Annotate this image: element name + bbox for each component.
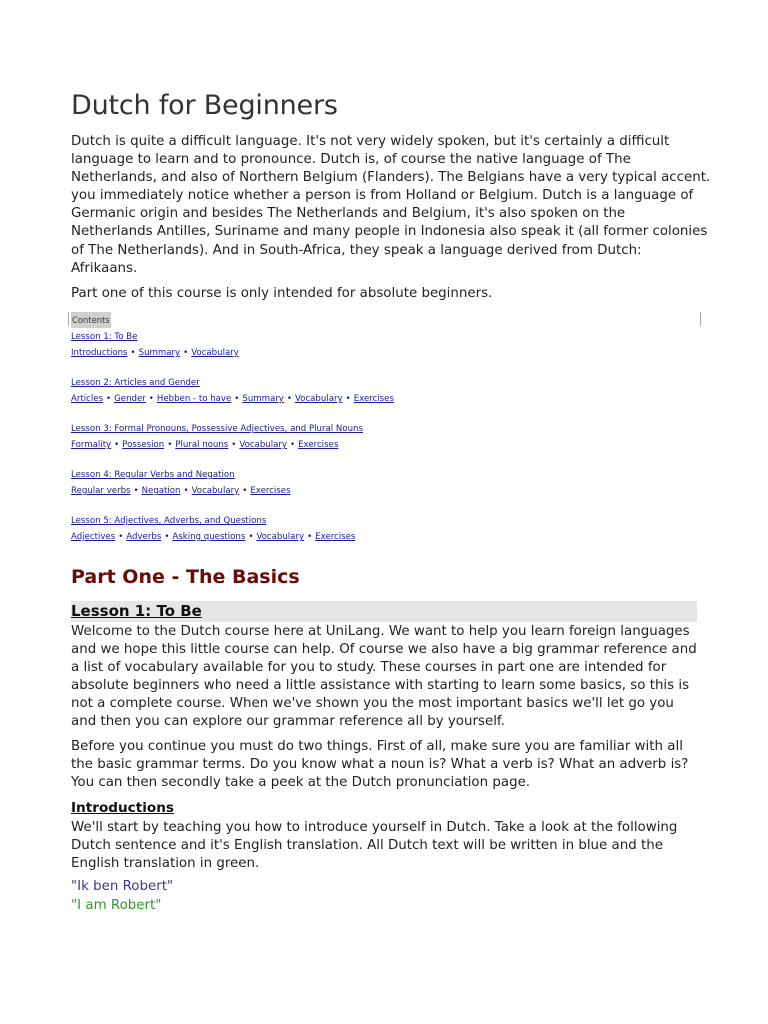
toc-section-link[interactable]: Vocabulary <box>294 394 343 404</box>
toc-separator: • <box>290 440 296 450</box>
toc-left-rule <box>68 312 69 326</box>
toc-separator: • <box>248 532 254 542</box>
toc-section-link[interactable]: Summary <box>138 348 181 358</box>
lesson-heading: Lesson 1: To Be <box>71 602 202 620</box>
welcome-paragraph: Welcome to the Dutch course here at UniLang. We want to help you learn foreign languages and we hope this little course can help. Of course we also have a big grammar reference and a list of vocabulary available for you to study. These courses in part one are intended for absolute beginners who need a little assistance with starting to learn some basics, so this is not a complete course. When we've shown you the most important basics we'll let go you and then you can explore our grammar reference all by yourself. <box>71 624 697 730</box>
scope-paragraph: Part one of this course is only intended for absolute beginners. <box>71 286 493 301</box>
page-title: Dutch for Beginners <box>71 90 338 121</box>
toc-section-link[interactable]: Vocabulary <box>256 532 305 542</box>
toc-lesson-link[interactable]: Lesson 3: Formal Pronouns, Possessive Adjectives, and Plural Nouns <box>71 424 363 434</box>
toc-lesson-link[interactable]: Lesson 2: Articles and Gender <box>71 378 200 388</box>
toc-section-link[interactable]: Possesion <box>122 440 165 450</box>
toc-separator: • <box>148 394 154 404</box>
toc-separator: • <box>242 486 248 496</box>
toc-section-link[interactable]: Exercises <box>250 486 291 496</box>
toc-separator: • <box>307 532 313 542</box>
toc-lesson-link[interactable]: Lesson 1: To Be <box>71 332 138 342</box>
toc-separator: • <box>231 440 237 450</box>
example-dutch: "Ik ben Robert" <box>71 879 174 894</box>
toc-separator: • <box>130 348 136 358</box>
toc-separator: • <box>167 440 173 450</box>
toc-right-rule <box>700 312 701 326</box>
toc-section-link[interactable]: Negation <box>141 486 181 496</box>
toc-section-link[interactable]: Hebben - to have <box>156 394 232 404</box>
toc-section-link[interactable]: Exercises <box>298 440 339 450</box>
toc-separator: • <box>234 394 240 404</box>
toc-section-link[interactable]: Exercises <box>353 394 394 404</box>
toc-lesson-link[interactable]: Lesson 4: Regular Verbs and Negation <box>71 470 235 480</box>
toc-section-link[interactable]: Vocabulary <box>191 348 239 358</box>
toc-separator: • <box>118 532 124 542</box>
toc-section-link[interactable]: Regular verbs <box>71 486 131 496</box>
toc-section-link[interactable]: Adjectives <box>71 532 116 542</box>
intro-paragraph: Dutch is quite a difficult language. It's not very widely spoken, but it's certainly a difficult language to learn and to pronounce. Dutch is, of course the native language of The Netherlands, and also of Northern Belgium (Flanders). The Belgians have a very typical accent. you immediately notice whether a person is from Holland or Belgium. Dutch is a language of Germanic origin and besides The Netherlands and Belgium, it's also spoken on the Netherlands Antilles, Suriname and many people in Indonesia also speak it (all former colonies of The Netherlands). And in South-Africa, they speak a language derived from Dutch: Afrikaans. <box>71 134 711 276</box>
lesson-heading-bar <box>71 601 697 622</box>
toc-separator: • <box>286 394 292 404</box>
toc-separator: • <box>114 440 120 450</box>
part-heading: Part One - The Basics <box>71 566 300 588</box>
toc-section-link[interactable]: Gender <box>114 394 146 404</box>
toc-separator: • <box>106 394 112 404</box>
toc-section-link[interactable]: Summary <box>242 394 284 404</box>
toc-separator: • <box>133 486 139 496</box>
toc-list <box>71 329 703 545</box>
toc-section-link[interactable]: Formality <box>71 440 112 450</box>
toc-section-link[interactable]: Adverbs <box>126 532 162 542</box>
toc-section-link[interactable]: Articles <box>71 394 104 404</box>
before-paragraph: Before you continue you must do two things. First of all, make sure you are familiar with all the basic grammar terms. Do you know what a noun is? What a verb is? What an adverb is? You can then secondly take a peek at the Dutch pronunciation page. <box>71 739 689 791</box>
table-of-contents <box>71 312 703 559</box>
toc-section-link[interactable]: Asking questions <box>172 532 246 542</box>
toc-section-link[interactable]: Vocabulary <box>239 440 287 450</box>
toc-separator: • <box>345 394 351 404</box>
toc-separator: • <box>183 348 189 358</box>
toc-heading: Contents <box>71 312 111 328</box>
toc-separator: • <box>183 486 189 496</box>
start-paragraph: We'll start by teaching you how to introduce yourself in Dutch. Take a look at the following Dutch sentence and it's English translation. All Dutch text will be written in blue and the English translation in green. <box>71 820 678 872</box>
toc-section-link[interactable]: Introductions <box>71 348 128 358</box>
introductions-heading: Introductions <box>71 800 175 816</box>
toc-section-link[interactable]: Plural nouns <box>175 440 229 450</box>
toc-section-link[interactable]: Exercises <box>315 532 356 542</box>
toc-separator: • <box>164 532 170 542</box>
toc-lesson-link[interactable]: Lesson 5: Adjectives, Adverbs, and Questions <box>71 516 267 526</box>
example-english: "I am Robert" <box>71 898 162 913</box>
toc-section-link[interactable]: Vocabulary <box>191 486 240 496</box>
